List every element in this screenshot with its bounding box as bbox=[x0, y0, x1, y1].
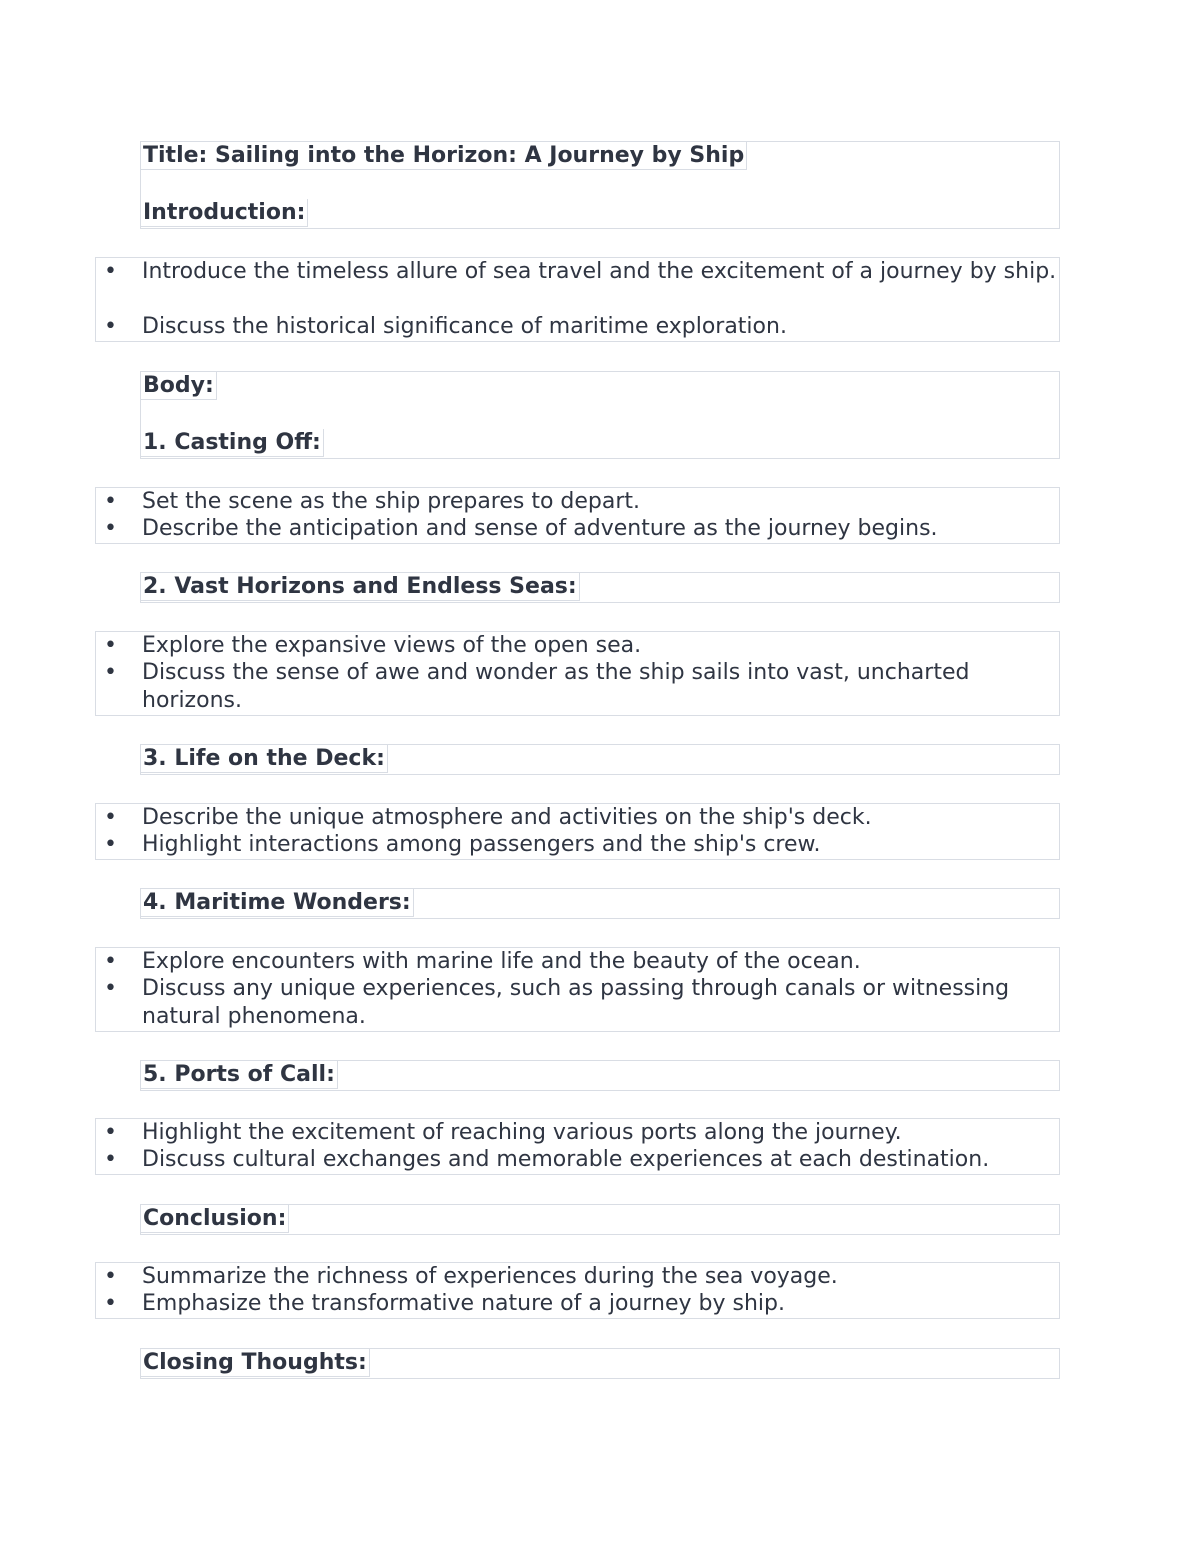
bullet-list: • Introduce the timeless allure of sea travel and the excitement of a journey by ship. • Discuss the historical significance of maritime exploration. bbox=[95, 257, 1060, 342]
bullet-icon: • bbox=[104, 949, 117, 974]
section-heading: 5. Ports of Call: bbox=[141, 1061, 338, 1089]
bullet-icon: • bbox=[104, 1147, 117, 1172]
bullet-list: • Summarize the richness of experiences during the sea voyage. • Emphasize the transformative nature of a journey by ship. bbox=[95, 1262, 1060, 1319]
bullet-list: • Explore the expansive views of the open sea. • Discuss the sense of awe and wonder as the ship sails into vast, uncharted horizons. bbox=[95, 631, 1060, 716]
bullet-list: • Explore encounters with marine life and the beauty of the ocean. • Discuss any unique experiences, such as passing through canals or witnessing natural phenomena. bbox=[95, 947, 1060, 1032]
bullet-icon: • bbox=[104, 1291, 117, 1316]
heading-block bbox=[140, 141, 1060, 229]
bullet-icon: • bbox=[104, 516, 117, 541]
bullet-icon: • bbox=[104, 489, 117, 514]
section-heading: Conclusion: bbox=[141, 1205, 289, 1233]
heading-block bbox=[140, 371, 1060, 459]
section-heading: 4. Maritime Wonders: bbox=[141, 889, 414, 917]
bullet-icon: • bbox=[104, 832, 117, 857]
document-title: Title: Sailing into the Horizon: A Journey by Ship bbox=[141, 142, 747, 170]
bullet-icon: • bbox=[104, 314, 117, 339]
bullet-list: • Highlight the excitement of reaching various ports along the journey. • Discuss cultural exchanges and memorable experiences at each destination. bbox=[95, 1118, 1060, 1175]
bullet-icon: • bbox=[104, 1264, 117, 1289]
bullet-icon: • bbox=[104, 976, 117, 1001]
heading-block bbox=[140, 1348, 1060, 1379]
bullet-icon: • bbox=[104, 805, 117, 830]
heading-block bbox=[140, 1060, 1060, 1091]
bullet-icon: • bbox=[104, 660, 117, 685]
heading-block bbox=[140, 888, 1060, 919]
bullet-icon: • bbox=[104, 633, 117, 658]
bullet-icon: • bbox=[104, 259, 117, 284]
section-heading: 2. Vast Horizons and Endless Seas: bbox=[141, 573, 580, 601]
section-heading: 1. Casting Off: bbox=[141, 429, 324, 457]
heading-block bbox=[140, 744, 1060, 775]
heading-block bbox=[140, 572, 1060, 603]
bullet-list: • Describe the unique atmosphere and activities on the ship's deck. • Highlight interactions among passengers and the ship's crew. bbox=[95, 803, 1060, 860]
section-heading: Introduction: bbox=[141, 199, 308, 227]
heading-block bbox=[140, 1204, 1060, 1235]
section-heading: 3. Life on the Deck: bbox=[141, 745, 388, 773]
bullet-icon: • bbox=[104, 1120, 117, 1145]
section-heading: Closing Thoughts: bbox=[141, 1349, 370, 1377]
bullet-list: • Set the scene as the ship prepares to depart. • Describe the anticipation and sense of adventure as the journey begins. bbox=[95, 487, 1060, 544]
section-heading: Body: bbox=[141, 372, 217, 400]
